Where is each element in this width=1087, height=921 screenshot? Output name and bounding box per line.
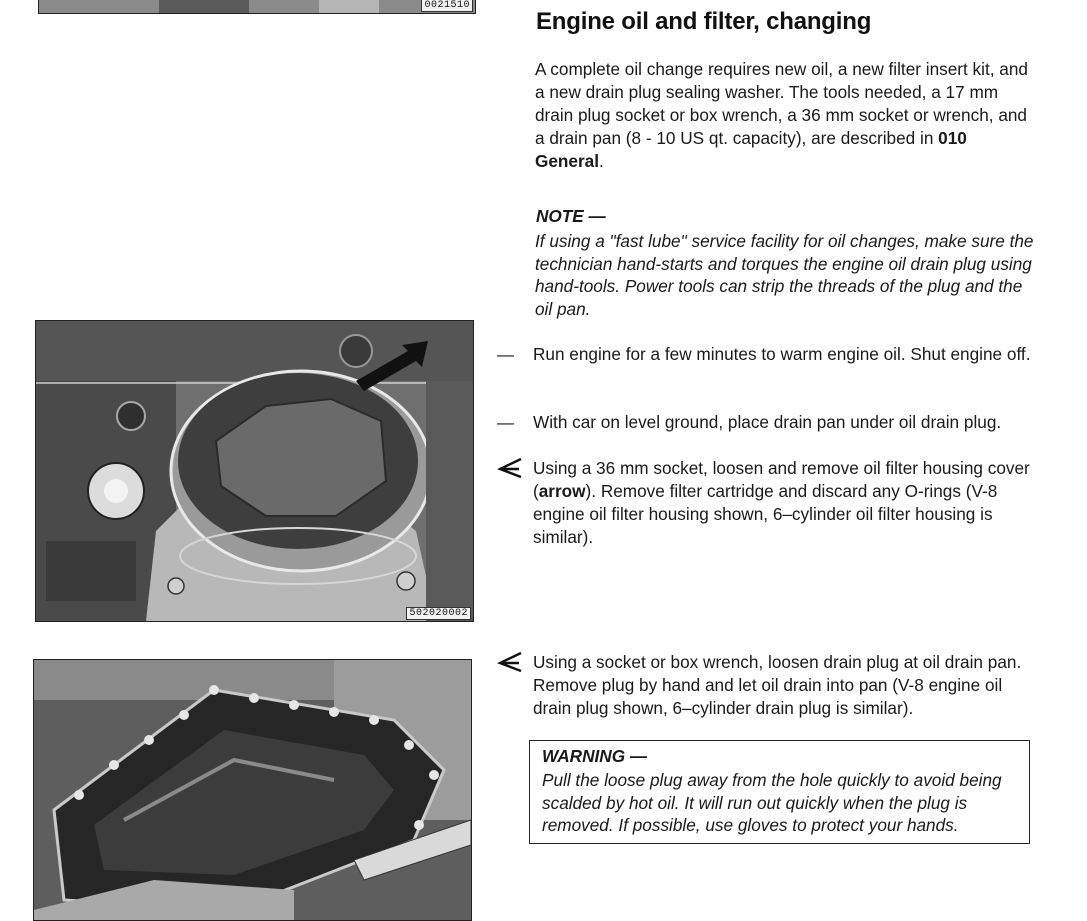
intro-text: A complete oil change requires new oil, a new filter insert kit, and a new drain plug sealing washer. The tools needed, a 17 mm drain plug socket or box wrench, a 36 mm socket or wrench, and a drain pan (8 - 10 US qt. capacity), are described in bbox=[535, 59, 1028, 148]
top-photo bbox=[38, 0, 476, 14]
step-text bbox=[533, 457, 1033, 549]
step-text-part: Using a 36 mm socket, loosen and remove oil filter housing cover ( bbox=[533, 458, 1030, 501]
pointer-arrow-icon bbox=[497, 457, 527, 485]
step-text-bold: arrow bbox=[538, 481, 586, 501]
dash-marker: — bbox=[497, 413, 514, 432]
note-heading: NOTE — bbox=[536, 206, 606, 226]
note-body: If using a "fast lube" service facility for oil changes, make sure the technician hand-starts and torques the engine oil drain plug using hand-tools. Power tools can strip the threads of the plug and the oil pan. bbox=[535, 231, 1034, 319]
oil-pan-drain-plug-photo bbox=[33, 659, 472, 921]
warning-body: Pull the loose plug away from the hole quickly to avoid being scalded by hot oil. It will run out quickly when the plug is removed. If possible, use gloves to protect your hands. bbox=[542, 770, 1002, 835]
oil-pan-graphic bbox=[34, 660, 471, 920]
oil-filter-housing-graphic bbox=[36, 321, 473, 621]
warning-heading: WARNING — bbox=[542, 746, 648, 766]
photo-code: 0021510 bbox=[421, 0, 473, 12]
step-text-part: ). Remove filter cartridge and discard any O-rings (V-8 engine oil filter housing shown, 6–cylinder oil filter housing is similar). bbox=[533, 481, 998, 547]
intro-text-end: . bbox=[599, 151, 604, 171]
top-photo-graphic bbox=[39, 0, 475, 13]
step-text: With car on level ground, place drain pan under oil drain plug. bbox=[533, 412, 1002, 432]
intro-reference: 010 General bbox=[535, 128, 967, 171]
step-text: Run engine for a few minutes to warm engine oil. Shut engine off. bbox=[533, 344, 1031, 364]
oil-filter-housing-photo bbox=[35, 320, 474, 622]
step-text: Using a socket or box wrench, loosen drain plug at oil drain pan. Remove plug by hand and let oil drain into pan (V-8 engine oil drain plug shown, 6–cylinder drain plug is similar). bbox=[533, 652, 1022, 718]
page-title: Engine oil and filter, changing bbox=[536, 8, 872, 35]
pointer-arrow-icon bbox=[497, 651, 527, 679]
photo-code: 502020002 bbox=[406, 607, 471, 620]
warning-box bbox=[529, 740, 1030, 844]
dash-marker: — bbox=[497, 345, 514, 364]
intro-paragraph bbox=[535, 58, 1035, 173]
